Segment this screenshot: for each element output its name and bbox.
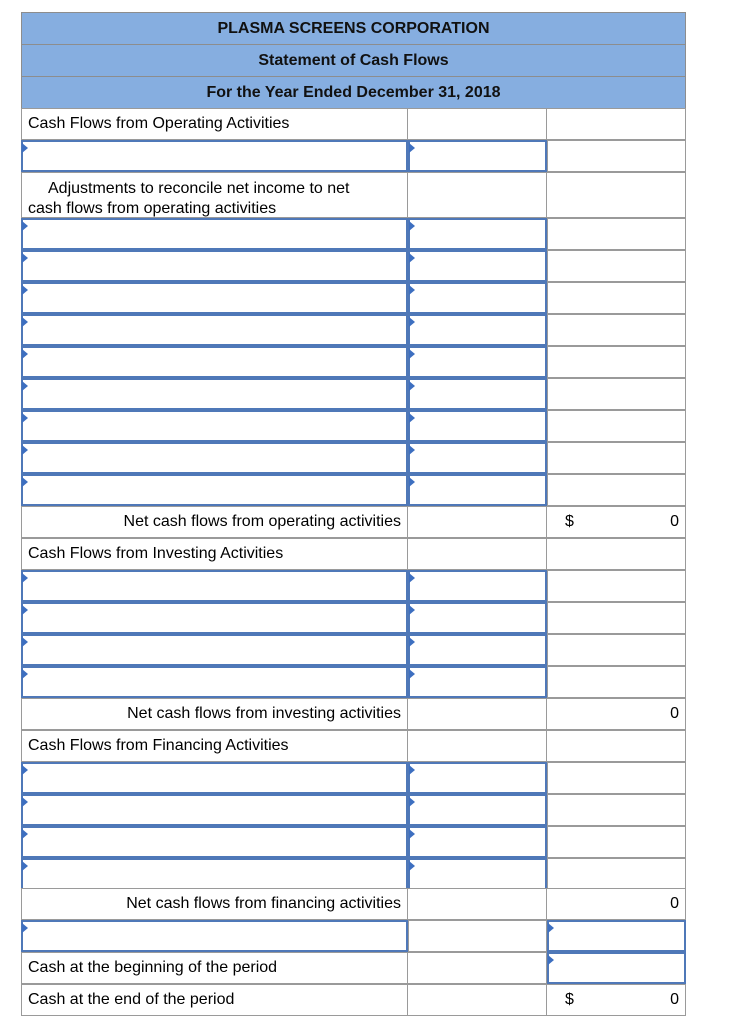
investing-item-input[interactable] — [21, 666, 408, 698]
net-operating-currency: $ — [565, 513, 574, 530]
empty-cell — [547, 108, 686, 140]
net-financing-value: 0 — [670, 895, 679, 912]
adjustment-amount-input[interactable] — [408, 442, 547, 474]
cash-end-value: 0 — [670, 991, 679, 1008]
financing-amount-input[interactable] — [408, 858, 547, 890]
empty-cell — [547, 314, 686, 346]
cash-end-label: Cash at the end of the period — [28, 991, 235, 1008]
financing-input-row — [21, 794, 686, 826]
financing-item-input[interactable] — [21, 794, 408, 826]
empty-cell — [408, 506, 547, 538]
net-investing-total-cell — [547, 698, 686, 730]
financing-amount-input[interactable] — [408, 762, 547, 794]
net-operating-value: 0 — [670, 513, 679, 530]
statement-period — [21, 76, 686, 109]
net-financing-total-cell — [547, 888, 686, 920]
investing-input-row — [21, 634, 686, 666]
empty-cell — [408, 730, 547, 762]
empty-cell — [547, 666, 686, 698]
net-operating-label-cell — [21, 506, 408, 538]
adjustment-item-input[interactable] — [21, 218, 408, 250]
adjustment-input-row — [21, 314, 686, 346]
cash-beginning-label-cell — [21, 952, 408, 984]
net-operating-total-cell — [547, 506, 686, 538]
empty-cell — [547, 794, 686, 826]
investing-item-input[interactable] — [21, 602, 408, 634]
investing-heading-cell — [21, 538, 408, 570]
financing-item-input[interactable] — [21, 826, 408, 858]
operating-input-row — [21, 140, 686, 172]
empty-cell — [408, 888, 547, 920]
net-investing-value: 0 — [670, 705, 679, 722]
financing-heading: Cash Flows from Financing Activities — [28, 737, 289, 754]
empty-cell — [547, 634, 686, 666]
net-investing-label: Net cash flows from investing activities — [127, 705, 401, 722]
investing-heading: Cash Flows from Investing Activities — [28, 545, 284, 562]
adjustment-item-input[interactable] — [21, 442, 408, 474]
adjustment-item-input[interactable] — [21, 282, 408, 314]
investing-input-row — [21, 570, 686, 602]
empty-cell — [547, 474, 686, 506]
empty-cell — [547, 602, 686, 634]
investing-input-row — [21, 602, 686, 634]
cash-end-row — [21, 984, 686, 1016]
financing-amount-input[interactable] — [408, 794, 547, 826]
empty-cell — [547, 538, 686, 570]
investing-input-row — [21, 666, 686, 698]
investing-amount-input[interactable] — [408, 602, 547, 634]
operating-heading: Cash Flows from Operating Activities — [28, 115, 290, 132]
investing-heading-row — [21, 538, 686, 570]
adjustment-amount-input[interactable] — [408, 250, 547, 282]
empty-cell — [408, 952, 547, 984]
financing-heading-cell — [21, 730, 408, 762]
net-financing-row — [21, 888, 686, 920]
adjustment-item-input[interactable] — [21, 410, 408, 442]
adjustment-amount-input[interactable] — [408, 474, 547, 506]
empty-cell — [547, 172, 686, 218]
adjustment-input-row — [21, 282, 686, 314]
cash-end-currency: $ — [565, 991, 574, 1008]
statement-title — [21, 44, 686, 77]
operating-item-input[interactable] — [21, 140, 408, 172]
empty-cell — [547, 250, 686, 282]
adjustment-input-row — [21, 442, 686, 474]
net-change-amount-input[interactable] — [547, 920, 686, 952]
adjustment-input-row — [21, 250, 686, 282]
financing-input-row — [21, 762, 686, 794]
cash-end-total-cell — [547, 984, 686, 1016]
empty-cell — [408, 698, 547, 730]
adjustment-input-row — [21, 378, 686, 410]
financing-input-row — [21, 826, 686, 858]
adjustments-label — [28, 179, 350, 219]
operating-heading-cell — [21, 108, 408, 140]
adjustment-item-input[interactable] — [21, 474, 408, 506]
adjustment-amount-input[interactable] — [408, 378, 547, 410]
investing-amount-input[interactable] — [408, 570, 547, 602]
financing-heading-row — [21, 730, 686, 762]
company-name — [21, 12, 686, 45]
adjustment-amount-input[interactable] — [408, 282, 547, 314]
empty-cell — [547, 282, 686, 314]
statement-title-text: Statement of Cash Flows — [258, 51, 449, 69]
empty-cell — [547, 218, 686, 250]
cash-beginning-amount-input[interactable] — [547, 952, 686, 984]
adjustments-cell — [21, 172, 408, 218]
financing-input-row — [21, 858, 686, 890]
company-name-text: PLASMA SCREENS CORPORATION — [217, 19, 490, 37]
empty-cell — [547, 570, 686, 602]
adjustment-amount-input[interactable] — [408, 346, 547, 378]
adjustment-amount-input[interactable] — [408, 218, 547, 250]
empty-cell — [408, 108, 547, 140]
financing-item-input[interactable] — [21, 762, 408, 794]
net-change-label-input[interactable] — [21, 920, 408, 952]
empty-cell — [547, 858, 686, 890]
adjustments-row — [21, 172, 686, 218]
adjustment-item-input[interactable] — [21, 250, 408, 282]
investing-amount-input[interactable] — [408, 634, 547, 666]
net-operating-row — [21, 506, 686, 538]
adjustment-amount-input[interactable] — [408, 314, 547, 346]
financing-item-input[interactable] — [21, 858, 408, 890]
net-financing-label-cell — [21, 888, 408, 920]
adjustment-input-row — [21, 346, 686, 378]
empty-cell — [547, 762, 686, 794]
net-change-row — [21, 920, 686, 952]
empty-cell — [547, 442, 686, 474]
adjustment-item-input[interactable] — [21, 346, 408, 378]
adjustment-amount-input[interactable] — [408, 410, 547, 442]
net-operating-label: Net cash flows from operating activities — [123, 513, 401, 530]
operating-amount-input[interactable] — [408, 140, 547, 172]
empty-cell — [547, 410, 686, 442]
investing-item-input[interactable] — [21, 570, 408, 602]
adjustment-item-input[interactable] — [21, 314, 408, 346]
empty-cell — [547, 826, 686, 858]
cash-end-label-cell — [21, 984, 408, 1016]
investing-amount-input[interactable] — [408, 666, 547, 698]
empty-cell — [408, 920, 547, 952]
financing-amount-input[interactable] — [408, 826, 547, 858]
operating-heading-row — [21, 108, 686, 140]
empty-cell — [547, 346, 686, 378]
empty-cell — [547, 730, 686, 762]
adjustment-input-row — [21, 410, 686, 442]
empty-cell — [547, 140, 686, 172]
empty-cell — [408, 172, 547, 218]
adjustments-line1: Adjustments to reconcile net income to net — [48, 180, 350, 197]
adjustments-line2: cash flows from operating activities — [28, 200, 277, 217]
net-investing-label-cell — [21, 698, 408, 730]
adjustment-item-input[interactable] — [21, 378, 408, 410]
net-investing-row — [21, 698, 686, 730]
empty-cell — [547, 378, 686, 410]
adjustment-input-row — [21, 474, 686, 506]
statement-period-text: For the Year Ended December 31, 2018 — [206, 83, 501, 101]
cash-beginning-label: Cash at the beginning of the period — [28, 959, 278, 976]
cash-beginning-row — [21, 952, 686, 984]
net-financing-label: Net cash flows from financing activities — [126, 895, 401, 912]
empty-cell — [408, 984, 547, 1016]
investing-item-input[interactable] — [21, 634, 408, 666]
empty-cell — [408, 538, 547, 570]
adjustment-input-row — [21, 218, 686, 250]
